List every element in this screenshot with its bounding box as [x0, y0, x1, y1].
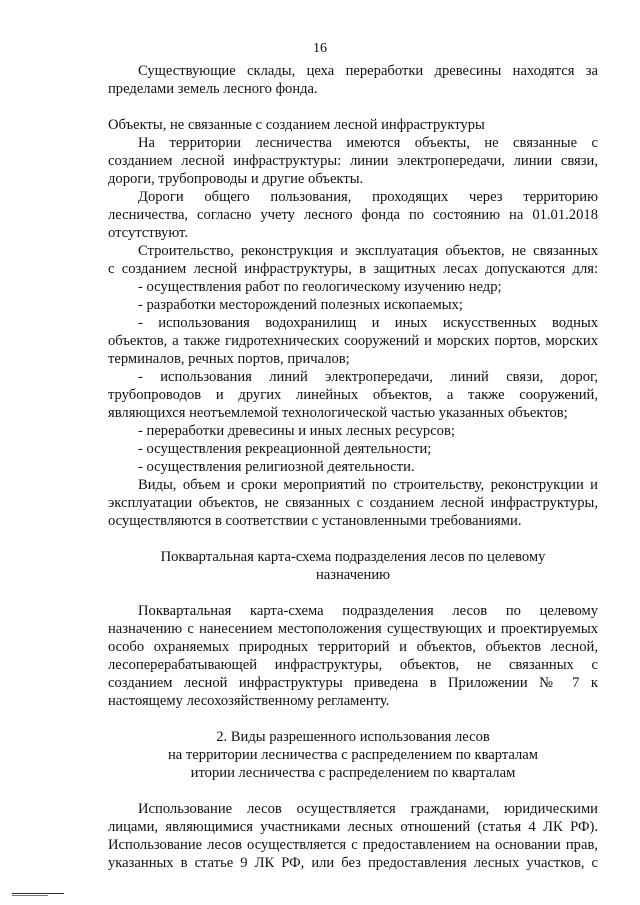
text-line: Использование лесов осуществляется гражданами, юридическими	[138, 801, 598, 817]
list-item: - использования линий электропередачи, линий связи, дорог,	[138, 369, 598, 385]
text-line: Виды, объем и сроки мероприятий по строительству, реконструкции и	[138, 477, 598, 493]
text-line: лесоперерабатывающей инфраструктуры, объектов, не связанных с	[108, 657, 598, 673]
text-line: Поквартальная карта-схема подразделения лесов по целевому	[138, 603, 598, 619]
section-heading: назначению	[315, 567, 391, 583]
text-line: пределами земель лесного фонда.	[108, 81, 318, 97]
text-line: осуществляются в соответствии с установленными требованиями.	[108, 513, 522, 529]
page-number: 16	[313, 41, 327, 56]
text-line: настоящему лесохозяйственному регламенту.	[108, 693, 390, 709]
text-line: отсутствуют.	[108, 225, 188, 241]
section-heading: 2. Виды разрешенного использования лесов	[216, 729, 490, 745]
text-line: назначению с нанесением местоположения существующих и проектируемых	[108, 621, 598, 637]
list-item: - использования водохранилищ и иных искусственных водных	[138, 315, 598, 331]
text-line: являющихся неотъемлемой технологической частью указанных объектов;	[108, 405, 568, 421]
text-line: трубопроводов и других линейных объектов, а также сооружений,	[108, 387, 598, 403]
text-line: Существующие склады, цеха переработки древесины находятся за	[138, 63, 598, 79]
text-line: эксплуатации объектов, не связанных с созданием лесной инфраструктуры,	[108, 495, 598, 511]
text-line: лицами, являющимися участниками лесных отношений (статья 4 ЛК РФ).	[108, 819, 598, 835]
text-line: Строительство, реконструкция и эксплуатация объектов, не связанных	[138, 243, 598, 259]
list-item: - осуществления работ по геологическому изучению недр;	[138, 279, 502, 295]
list-item: - осуществления рекреационной деятельности;	[138, 441, 432, 457]
text-line: терминалов, речных портов, причалов;	[108, 351, 350, 367]
section-heading: Поквартальная карта-схема подразделения лесов по целевому	[160, 549, 546, 565]
text-line: указанных в статье 9 ЛК РФ, или без предоставления лесных участков, с	[108, 855, 598, 871]
list-item: - осуществления религиозной деятельности.	[138, 459, 415, 475]
footer-rule	[12, 893, 64, 894]
text-line: Использование лесов осуществляется с предоставлением на основании прав,	[108, 837, 598, 853]
text-line: дороги, трубопроводы и другие объекты.	[108, 171, 364, 187]
text-line: лесничества, согласно учету лесного фонда по состоянию на 01.01.2018	[108, 207, 598, 223]
list-item: - переработки древесины и иных лесных ресурсов;	[138, 423, 455, 439]
text-line: Дороги общего пользования, проходящих через территорию	[138, 189, 598, 205]
text-line: На территории лесничества имеются объекты, не связанные с	[138, 135, 598, 151]
section-heading: на территории лесничества с распределением по кварталам	[167, 747, 539, 763]
footer-rule	[12, 895, 48, 896]
list-item: - разработки месторождений полезных ископаемых;	[138, 297, 463, 313]
text-line: объектов, а также гидротехнических сооружений и морских портов, морских	[108, 333, 598, 349]
text-line: особо охраняемых природных территорий и объектов, объектов лесной,	[108, 639, 598, 655]
text-line: созданием лесной инфраструктуры приведена в Приложении № 7 к	[108, 675, 598, 691]
text-line: с созданием лесной инфраструктуры, в защитных лесах допускаются для:	[108, 261, 598, 277]
section-heading: Объекты, не связанные с созданием лесной инфраструктуры	[108, 117, 485, 133]
text-line: созданием лесной инфраструктуры: линии электропередачи, линии связи,	[108, 153, 598, 169]
section-heading: итории лесничества с распределением по кварталам	[190, 765, 516, 781]
